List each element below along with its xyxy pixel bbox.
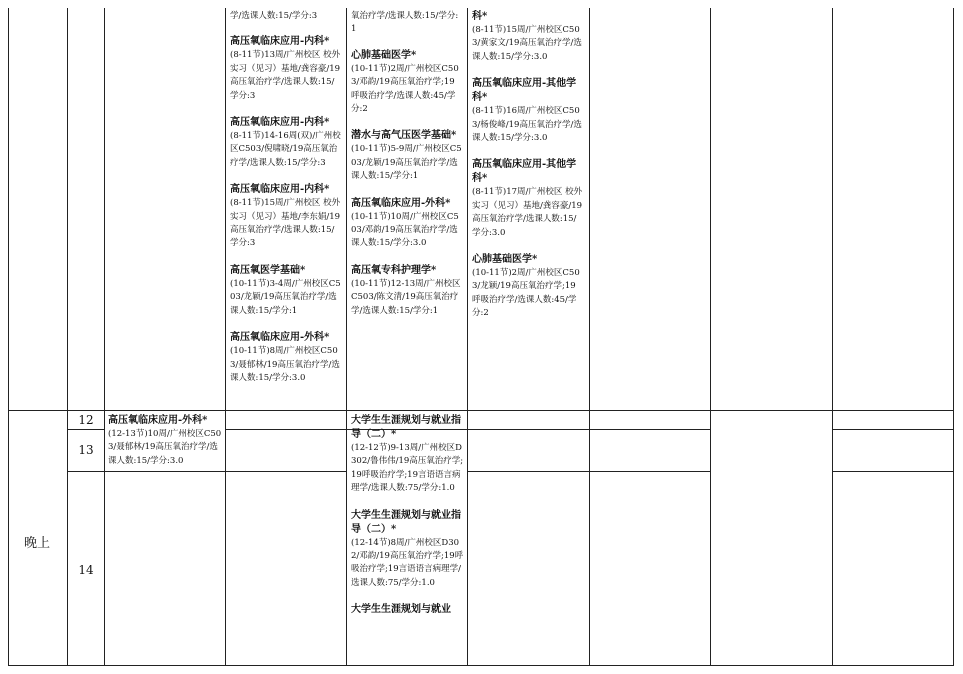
course-entry[interactable] [230, 183, 342, 251]
course-title: 高压氧临床应用-外科* [230, 332, 330, 344]
course-detail: (8-11节)16周/广州校区C503/杨俊峰/19高压氧治疗学/选课人数:15/学分:3.0 [472, 106, 582, 144]
course-detail: (10-11节)8周/广州校区C503/聂郁林/19高压氧治疗学/选课人数:15/学分:3.0 [230, 346, 340, 383]
grid-line [346, 8, 347, 666]
grid-line [8, 410, 953, 411]
course-entry[interactable] [351, 49, 463, 117]
course-entry[interactable] [230, 116, 342, 170]
grid-line [832, 429, 953, 430]
course-entry[interactable] [351, 264, 463, 318]
period-number: 13 [78, 443, 94, 457]
course-title: 高压氧临床应用-其他学科* [472, 78, 577, 104]
course-title: 高压氧临床应用-外科* [351, 197, 451, 209]
schedule-cell-c-evening [108, 414, 222, 470]
grid-line [953, 8, 954, 666]
cell-fragment: 学/选课人数:15/学分:3 [230, 11, 318, 21]
course-title: 高压氧临床应用-外科* [108, 415, 208, 426]
period-number: 14 [78, 563, 94, 577]
schedule-cell-d-upper [230, 10, 342, 408]
course-detail: (10-11节)10周/广州校区C503/邓韵/19高压氧治疗学/选课人数:15/学分:3.0 [351, 211, 459, 249]
grid-line [467, 471, 710, 472]
course-detail: (12-12节)9-13周/广州校区D302/鲁伟伟/19高压氧治疗学;19呼吸治疗学;19言语语言病理学/选课人数:75/学分:1.0 [351, 443, 464, 494]
course-title: 大学生生涯规划与就业指导（二）* [351, 415, 461, 440]
course-title: 潜水与高气压医学基础* [351, 130, 457, 142]
period-number: 12 [78, 413, 94, 427]
grid-line [832, 471, 953, 472]
course-entry[interactable] [472, 253, 584, 321]
grid-line [225, 429, 710, 430]
course-detail: (8-11节)17周/广州校区 校外实习（见习）基地/龚容豪/19高压氧治疗学/选课人数:15/学分:3.0 [472, 187, 583, 238]
cell-fragment: 氧治疗学/选课人数:15/学分:1 [351, 11, 459, 35]
course-title: 大学生生涯规划与就业 [351, 604, 451, 616]
course-detail: (10-11节)12-13周/广州校区C503/陈文清/19高压氧治疗学/选课人数:15/学分:1 [351, 278, 461, 316]
grid-line [104, 471, 225, 472]
time-slot-label: 晚上 [24, 536, 51, 551]
grid-line [8, 665, 954, 666]
course-detail: (8-11节)15周/广州校区C503/黄家文/19高压氧治疗学/选课人数:15/学分:3.0 [472, 25, 582, 62]
grid-line [8, 8, 9, 666]
schedule-cell-e-upper [351, 10, 463, 408]
grid-line [710, 8, 711, 666]
course-entry[interactable] [472, 158, 584, 240]
grid-line [589, 8, 590, 666]
grid-line [467, 8, 468, 666]
course-title: 高压氧医学基础* [230, 264, 306, 276]
course-detail: (12-13节)10周/广州校区C503/聂郁林/19高压氧治疗学/选课人数:15/学分:3.0 [108, 429, 222, 466]
course-title: 高压氧临床应用-内科* [230, 184, 330, 196]
course-entry[interactable] [472, 10, 584, 64]
course-entry[interactable] [351, 603, 464, 617]
course-detail: (8-11节)15周/广州校区 校外实习（见习）基地/李东娟/19高压氧治疗学/选课人数:15/学分:3 [230, 198, 341, 249]
schedule-cell-f-upper [472, 10, 584, 408]
course-detail: (8-11节)14-16周(双)/广州校区C503/倪啸晓/19高压氧治疗学/选课人数:15/学分:3 [230, 131, 341, 168]
course-entry[interactable] [230, 264, 342, 318]
course-title: 心肺基础医学* [472, 254, 538, 266]
course-detail: (10-11节)2周/广州校区C503/邓韵/19高压氧治疗学;19呼吸治疗学/选课人数:45/学分:2 [351, 63, 459, 115]
grid-line [104, 8, 105, 666]
course-title: 高压氧临床应用-内科* [230, 36, 330, 48]
course-detail: (8-11节)13周/广州校区 校外实习（见习）基地/龚容豪/19高压氧治疗学/选课人数:15/学分:3 [230, 50, 341, 101]
course-entry[interactable] [108, 414, 222, 468]
schedule-cell-e-evening [351, 414, 464, 664]
course-title: 科* [472, 11, 488, 22]
course-entry[interactable] [351, 414, 464, 496]
course-entry[interactable] [472, 77, 584, 145]
grid-line [225, 471, 346, 472]
course-title: 高压氧临床应用-内科* [230, 117, 330, 129]
grid-line [67, 429, 104, 430]
course-entry[interactable] [351, 197, 463, 251]
course-detail: (10-11节)5-9周/广州校区C503/龙颖/19高压氧治疗学/选课人数:15/学分:1 [351, 144, 462, 182]
course-detail: (10-11节)3-4周/广州校区C503/龙颖/19高压氧治疗学/选课人数:15/学分:1 [230, 278, 341, 316]
course-detail: (12-14节)8周/广州校区D302/邓韵/19高压氧治疗学;19呼吸治疗学;19言语语言病理学/选课人数:75/学分:1.0 [351, 537, 464, 588]
course-entry[interactable] [230, 331, 342, 385]
grid-line [832, 8, 833, 666]
course-entry[interactable] [230, 35, 342, 103]
course-entry[interactable] [351, 509, 464, 591]
course-detail: (10-11节)2周/广州校区C503/龙颖/19高压氧治疗学;19呼吸治疗学/选课人数:45/学分:2 [472, 268, 580, 319]
course-title: 大学生生涯规划与就业指导（二）* [351, 509, 461, 535]
grid-line [225, 8, 226, 666]
grid-line [67, 471, 104, 472]
course-title: 高压氧临床应用-其他学科* [472, 159, 577, 185]
course-title: 心肺基础医学* [351, 49, 417, 61]
course-title: 高压氧专科护理学* [351, 264, 437, 276]
course-entry[interactable] [351, 129, 463, 183]
